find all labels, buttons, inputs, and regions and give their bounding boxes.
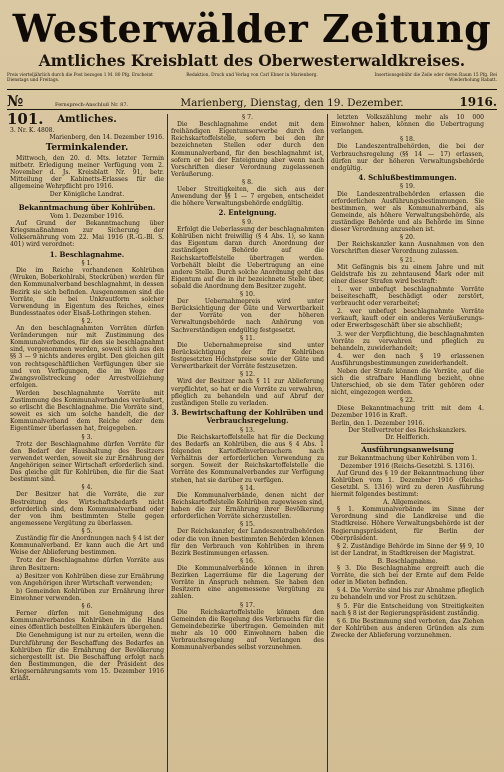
paragraph-text: Die Landeszentralbehörden erlassen die erforderlichen Ausführungsbestimmungen. Sie bestimmen, wer als Kommunalverband, als Gemeinde, als höhere Verwaltungsbehörde, als zuständige Behörde und als Behörde im Sinne dieser Verordnung anzusehen ist. xyxy=(331,190,484,234)
paragraph-text: Ueber Streitigkeiten, die sich aus der Anwendung der §§ 1 — 7 ergeben, entscheidet die höhere Verwaltungsbehörde endgültig. xyxy=(171,186,324,208)
signature-place: Berlin, den 1. Dezember 1916. xyxy=(331,419,425,427)
list-item: 2. wer unbefugt beschlagnahmte Vorräte verkauft, kauft oder ein anderes Veräußerungs- oder Erwerbsgeschäft über sie abschließt; xyxy=(331,308,484,330)
section-heading-4: 4. Schlußbestimmungen. xyxy=(358,172,457,182)
paragraph-text: Die Genehmigung ist nur zu erteilen, wenn die Durchführung der Beschaffung des Bedarfes an Kohlrüben für die Ernährung der Bevölkerung sichergestellt ist. Die Beschaffung erfolgt nach den Bestimmungen, die der Präsident des Kriegsernährungsamts vom 15. Dezember 1916 erläßt. xyxy=(10,632,164,683)
paragraph-number: § 6. xyxy=(81,602,93,610)
paragraph-text: § 3. Die Beschlagnahme ergreift auch die Vorräte, die sich bei der Ernte auf dem Felde oder in Mieten befinden. xyxy=(331,565,484,587)
paragraph-text: Der Reichskanzler kann Ausnahmen von den Vorschriften dieser Verordnung zulassen. xyxy=(331,241,484,256)
paragraph-number: § 8. xyxy=(242,178,253,186)
issue-date: Marienberg, Dienstag, den 19. Dezember. xyxy=(180,97,404,109)
section-heading-3: 3. Bewirtschaftung der Kohlrüben und Verbrauchsregelung. xyxy=(171,407,324,426)
paragraph-text: Erfolgt die Ueberlassung der beschlagnahmten Kohlrüben nicht freiwillig (§ 4 Abs. 1), so kann das Eigentum daran durch Anordnung der zuständigen Behörde auf die Reichskartoffelstelle übertragen werden. Vorbehält bleibt die Uebertragung an eine andere Stelle. Durch solche Anordnung geht das Eigentum auf die in ihr bezeichnete Stelle über, sobald die Anordnung dem Besitzer zugeht. xyxy=(171,226,324,290)
text-columns xyxy=(7,114,497,772)
paragraph-text: Trotz der Beschlagnahme dürfen Vorräte aus ihren Besitzern: xyxy=(10,557,164,572)
paragraph-text: Die Landeszentralbehörden, die bei der Verbrauchsregelung (§§ 14 — 17) erlassen, dürfen nur der höheren Verwaltungsbehörde endgültig. xyxy=(331,143,484,172)
paragraph-number: § 11. xyxy=(240,334,255,342)
paragraph-number: § 17. xyxy=(240,601,255,609)
subsection-heading: B. Beschlagnahme. xyxy=(377,557,438,565)
issue-number: № 101. xyxy=(7,92,44,128)
termin-heading: Terminkalender. xyxy=(45,143,129,153)
section-heading-1: 1. Beschlagnahme. xyxy=(49,249,125,259)
paragraph-text: Die Kommunalverbände können in ihren Bezirken Lagerräume für die Lagerung der Vorräte in Anspruch nehmen. Sie haben den Besitzern eine angemessene Vergütung zu zahlen. xyxy=(171,565,324,601)
paragraph-text: Die Reichskartoffelstelle können den Gemeinden die Regelung des Verbrauchs für die Gemeindebezirke übertragen. Gemeinden mit mehr als 10 000 Einwohnern haben die Verbrauchsregelung auf Verlangen des Kommunalverbandes selbst vorzunehmen. xyxy=(171,608,324,652)
ausfuehrung-heading: Ausführungsanweisung xyxy=(361,444,454,454)
bekanntmachung-intro: Auf Grund der Bekanntmachung über Kriegsmaßnahmen zur Sicherung der Volksernährung vom 22. Mai 1916 (R.-G.-Bl. S. 401) wird verordnet: xyxy=(10,220,164,249)
paragraph-number: § 21. xyxy=(400,256,415,264)
paragraph-text: letzten Volkszählung mehr als 10 000 Einwohner haben, können die Uebertragung verlangen. xyxy=(331,114,484,136)
reference-number: 3. Nr. K. 4808. xyxy=(10,127,55,134)
subsection-heading: A. Allgemeines. xyxy=(383,499,432,507)
paragraph-text: Die Beschlagnahme endet mit dem freihändigen Eigentumserwerbe durch den Reichskartoffelstelle, sofern bei den ihr bezeichneten Stellen oder durch den Kommunalverband, für den beschlagnahmt ist, sofern er bei der Enteignung aber wenn nach Vorschriften dieser Verordnung zugelassenen Veräußerung. xyxy=(171,121,324,178)
paragraph-text: § 4. Die Vorräte sind bis zur Abnahme pfleglich zu behandeln und vor Frost zu schützen. xyxy=(331,587,484,602)
paragraph-text: Mit Gefängnis bis zu einem Jahre und mit Geldstrafe bis zu zehntausend Mark oder mit einer dieser Strafen wird bestraft: xyxy=(331,263,484,285)
paragraph-text: Der Besitzer hat die Vorräte, die zur Bestreitung des Wirtschaftsbedarfs nicht erforderlich sind, dem Kommunalverband oder der von ihm bestimmten Stelle gegen angemessene Vergütung zu überlassen. xyxy=(10,491,164,527)
paragraph-text: An den beschlagnahmten Vorräten dürfen Veränderungen nur mit Zustimmung des Kommunalverbandes, für den sie beschlagnahmt sind, vorgenommen werden, soweit sich aus den §§ 3 — 9 nichts anderes ergibt. Den gleichen gilt von rechtsgeschäftlichen Verfügungen über sie und von Verfügungen, die im Wege der Zwangsvollstreckung oder Arrestvollziehung erfolgen. xyxy=(10,325,164,389)
publisher-info-bar xyxy=(7,73,497,89)
ausfuehrung-subheading: zur Bekanntmachung über Kohlrüben vom 1. Dezember 1916 (Reichs-Gesetzbl. S. 1316). xyxy=(337,455,478,470)
paragraph-text: Trotz der Beschlagnahme dürfen Vorräte für den Bedarf der Haushaltung des Besitzers verwendet werden, soweit sie zur Ernährung der Angehörigen seiner Wirtschaft erforderlich sind. Das gleiche gilt für Kohlrüben, die für die Saat bestimmt sind. xyxy=(10,440,164,484)
paragraph-text: § 1. Kommunalverbände im Sinne der Verordnung sind die Landkreise und die Stadtkreise. Höhere Verwaltungsbehörde ist der Regierungspräsident, für Berlin der Oberpräsident. xyxy=(331,506,484,542)
paragraph-text: Die Uebernahmepreise sind unter Berücksichtigung der für Kohlrüben festgesetzten Höchstpreise sowie der Güte und Verwertbarkeit der Vorräte festzusetzen. xyxy=(171,341,324,371)
paragraph-text: Die im Reiche vorhandenen Kohlrüben (Wruken, Boberkohlrabi, Steckrüben) werden für den Kommunalverband beschlagnahmt, in dessen Bezirk sie sich befinden. Ausgenommen sind die Vorräte, die bei Unkrautform solcher Verwendung in Eigentum des Reiches, eines Bundesstaates oder Elsaß-Lothringen stehen. xyxy=(10,267,164,317)
bekanntmachung-heading: Bekanntmachung über Kohlrüben. xyxy=(18,202,156,212)
reference-date: Marienberg, den 14. Dezember 1916. xyxy=(49,134,164,141)
paragraph-text: Auf Grund des § 19 der Bekanntmachung über Kohlrüben vom 1. Dezember 1916 (Reichs-Gesetzbl. S. 1316) wird zu deren Ausführung hiermit folgendes bestimmt: xyxy=(331,469,484,498)
divider xyxy=(40,201,134,202)
paragraph-text: Der Uebernahmepreis wird unter Berücksichtigung der Güte und Verwertbarkeit der Vorräte von der höheren Verwaltungsbehörde nach Anhörung von Sachverständigen endgültig festgesetzt. xyxy=(171,298,324,334)
paragraph-text: Werden beschlagnahmte Vorräte mit Zustimmung des Kommunalverbandes veräußert, so erlischt die Beschlagnahme. Die Vorräte sind, soweit es sich um solche handelt, die der Kommunalverband dem Reiche oder dem Eigentümer überlassen hat, freigegeben. xyxy=(10,389,164,433)
paragraph-number: § 9. xyxy=(242,218,253,226)
paragraph-number: § 16. xyxy=(240,557,255,565)
paragraph-number: § 22. xyxy=(400,397,415,405)
paragraph-text: Zuständig für die Anordnungen nach § 4 ist der Kommunalverband. Er kann auch die Art und Weise der Ablieferung bestimmen. xyxy=(10,535,164,557)
paragraph-number: § 1. xyxy=(81,260,93,268)
column-3 xyxy=(327,114,487,772)
paragraph-text: Ferner dürfen mit Genehmigung des Kommunalverbandes Kohlrüben in die Hand eines öffentlich bestellten Einkäufers übergehen. xyxy=(10,610,164,632)
signature-name: Dr. Helfferich. xyxy=(385,433,430,441)
column-2 xyxy=(167,114,327,772)
advert-price-info: Insertionsgebühr die Zeile oder deren Raum 15 Pfg. Bei Wiederholung Rabatt. xyxy=(374,73,497,84)
list-item: 4. wer den nach § 19 erlassenen Ausführungsbestimmungen zuwiderhandelt. xyxy=(331,352,484,367)
paragraph-number: § 2. xyxy=(81,317,93,325)
phone-number: Fernsprech-Anschluß Nr. 87. xyxy=(55,102,129,108)
paragraph-text: Wird der Besitzer nach § 11 zur Ablieferung verpflichtet, so hat er die Vorräte zu verwahren, pfleglich zu behandeln und auf Abruf der zuständigen Stelle zu verladen. xyxy=(171,378,324,407)
paragraph-text: Neben der Strafe können die Vorräte, auf die sich die strafbare Handlung bezieht, ohne Unterschied, ob sie dem Täter gehören oder nicht, eingezogen werden. xyxy=(331,368,484,397)
paragraph-number: § 15. xyxy=(240,521,255,529)
paragraph-number: § 19. xyxy=(400,183,415,191)
paragraph-number: § 4. xyxy=(81,484,93,492)
paragraph-number: § 12. xyxy=(240,371,255,379)
termin-text: Mittwoch, den 20. d. Mts. letzter Termin mitbetr. Erledigung meiner Verfügung vom 2. November d. Js. Kreisblatt Nr. 91, betr. Mitteilung der Kabinetts-Erlasses für die allgemeine Wehrpflicht pro 1916. xyxy=(10,155,164,191)
list-item: 1. wer unbefugt beschlagnahmte Vorräte beiseiteschafft, beschädigt oder zerstört, verbraucht oder verarbeitet; xyxy=(331,286,484,308)
paragraph-number: § 14. xyxy=(240,484,255,492)
paragraph-number: § 3. xyxy=(81,433,93,441)
paragraph-text: Die Reichskartoffelstelle hat für die Deckung des Bedarfs an Kohlrüben, die aus § 4 Abs. 1 folgenden Kartoffelnverbrauchern nach Verhältnis der erforderlichen Verwendung zu sorgen. Soweit der Reichskartoffelstelle die Vorräte des Kommunalverbandes zur Verfügung stehen, hat sie darüber zu verfügen. xyxy=(171,434,324,484)
paragraph-text: § 2. Zuständige Behörde im Sinne der §§ 9, 10 ist der Landrat, in Stadtkreisen der Magistrat. xyxy=(331,542,484,557)
paragraph-number: § 5. xyxy=(81,527,93,535)
signature-landrat: Der Königliche Landrat. xyxy=(49,191,125,199)
paragraph-text: Die Kommunalverbände, denen nicht der Reichskartoffelstelle Kohlrüben zugewiesen sind, haben die zur Ernährung ihrer Bevölkerung erforderlichen Vorräte sicherzustellen. xyxy=(171,491,324,521)
newspaper-subtitle: Amtliches Kreisblatt des Oberwesterwaldkreises. xyxy=(38,51,466,70)
paragraph-number: § 20. xyxy=(400,234,415,242)
signature-role: Der Stellvertreter des Reichskanzlers. xyxy=(348,426,467,434)
paragraph-text: Der Reichskanzler, der Landeszentralbehörden oder die von ihnen bestimmten Behörden können für den Verbrauch von Kohlrüben in ihrem Bezirk Bestimmungen erlassen. xyxy=(171,528,324,557)
paragraph-text: § 5. Für die Entscheidung von Streitigkeiten nach § 8 ist der Regierungspräsident zuständig. xyxy=(331,602,484,617)
column-1 xyxy=(7,114,167,772)
paragraph-text: § 6. Die Bestimmung sind verboten, das Ziehen der Kohlrüben aus anderen Gründen als zum Zwecke der Ablieferung vorzunehmen. xyxy=(331,617,484,639)
paragraph-text: Diese Bekanntmachung tritt mit dem 4. Dezember 1916 in Kraft. xyxy=(331,404,484,419)
list-item: a) Besitzer von Kohlrüben diese zur Ernährung von Angehörigen ihrer Wirtschaft verwenden; xyxy=(10,572,164,587)
bekanntmachung-date: Vom 1. Dezember 1916. xyxy=(50,213,124,221)
list-item: b) Gemeinden Kohlrüben zur Ernährung ihrer Einwohner verwenden. xyxy=(10,587,164,602)
section-heading-amtliches: Amtliches. xyxy=(57,114,117,125)
paragraph-number: § 13. xyxy=(240,426,255,434)
paragraph-number: § 18. xyxy=(400,136,415,144)
issue-year: 1916. xyxy=(459,95,497,109)
publisher-info: Redaktion, Druck und Verlag von Carl Ebner in Marienberg. xyxy=(186,73,318,78)
divider xyxy=(361,443,454,444)
subscription-info: Preis vierteljährlich durch die Post bezogen 1 M. 80 Pfg. Erscheint Dienstags und Freitags. xyxy=(7,73,153,84)
newspaper-title: Westerwälder Zeitung xyxy=(12,6,492,51)
paragraph-number: § 10. xyxy=(240,290,255,298)
list-item: 3. wer der Verpflichtung, die beschlagnahmten Vorräte zu verwahren und pfleglich zu behandeln, zuwiderhandelt; xyxy=(331,330,484,352)
paragraph-number: § 7. xyxy=(242,114,253,121)
section-heading-2: 2. Enteignung. xyxy=(218,208,277,218)
